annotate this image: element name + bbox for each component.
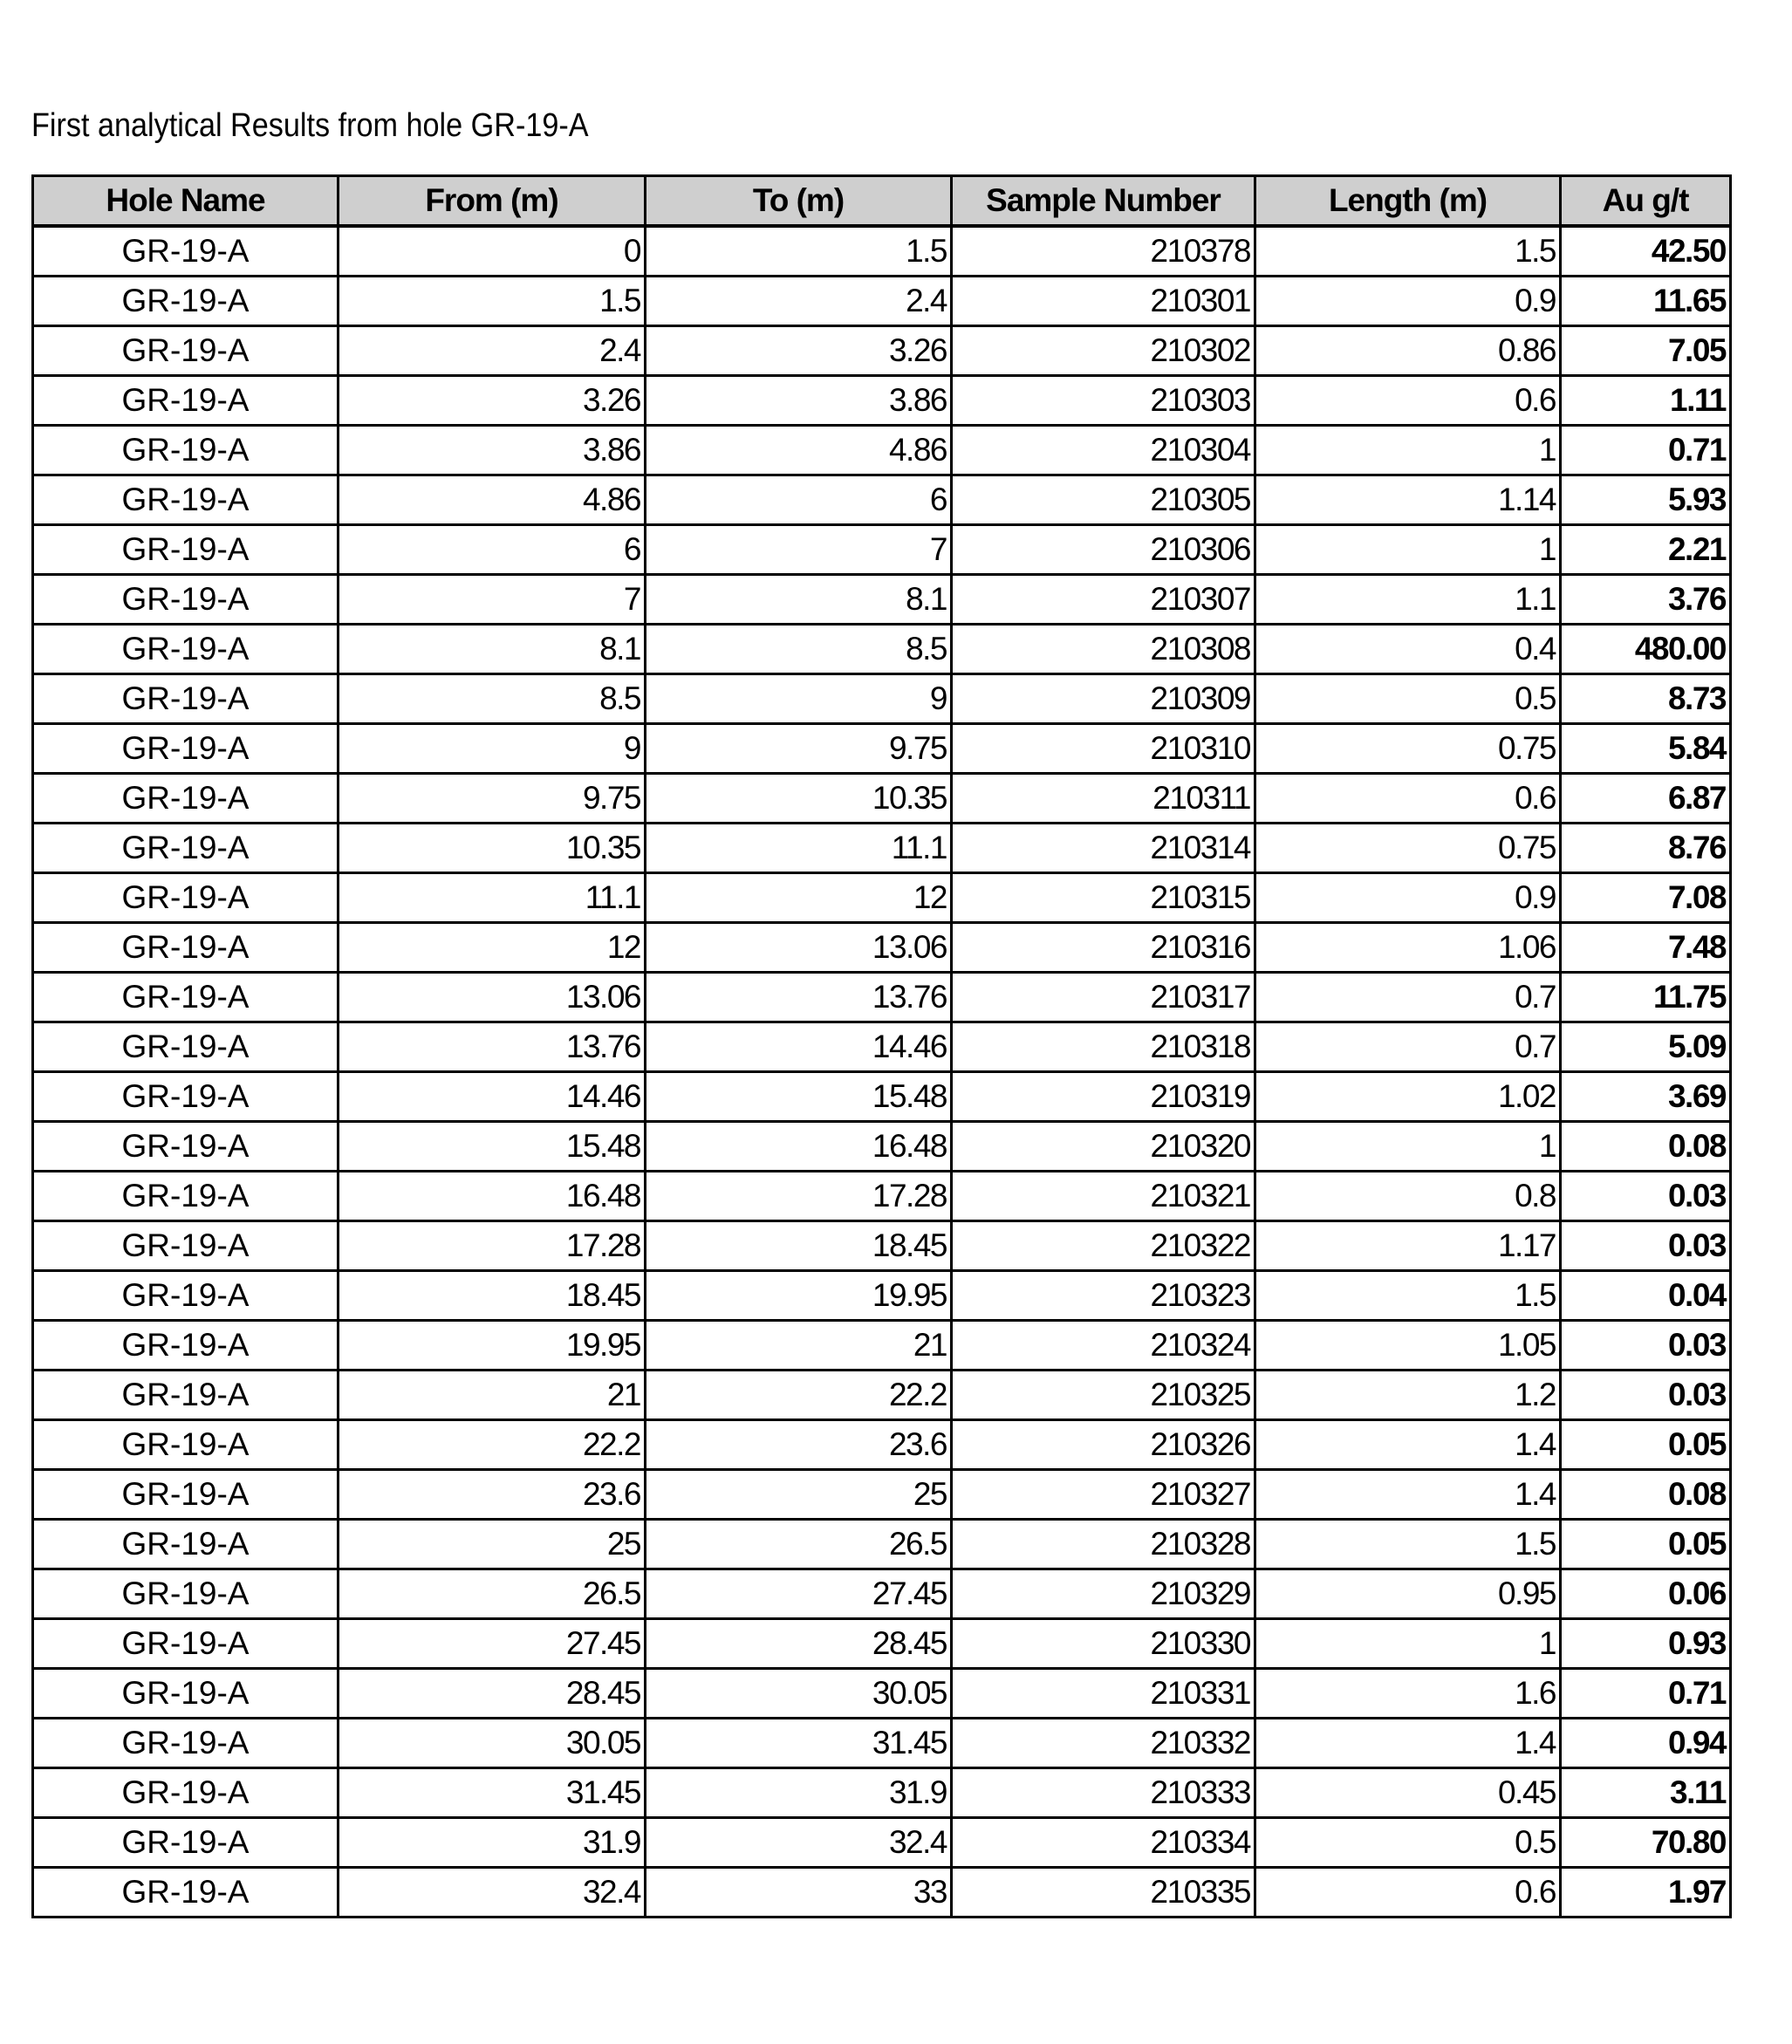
cell-hole-name: GR-19-A [33,1420,339,1470]
cell-hole-name: GR-19-A [33,1072,339,1122]
cell-length: 1.5 [1255,1271,1561,1321]
cell-from: 31.9 [339,1818,646,1868]
table-row [33,1321,1731,1371]
cell-from: 3.86 [339,426,646,475]
cell-from: 8.1 [339,625,646,674]
cell-au-grade: 5.84 [1561,724,1731,774]
cell-from: 26.5 [339,1569,646,1619]
table-row [33,1221,1731,1271]
cell-au-grade: 0.71 [1561,1669,1731,1719]
cell-hole-name: GR-19-A [33,525,339,575]
cell-sample-number: 210325 [952,1371,1255,1420]
cell-au-grade: 3.69 [1561,1072,1731,1122]
cell-to: 7 [646,525,952,575]
cell-length: 0.86 [1255,326,1561,376]
cell-hole-name: GR-19-A [33,426,339,475]
cell-hole-name: GR-19-A [33,674,339,724]
column-header-length: Length (m) [1255,176,1561,227]
cell-length: 1.5 [1255,1520,1561,1569]
cell-sample-number: 210310 [952,724,1255,774]
cell-sample-number: 210328 [952,1520,1255,1569]
cell-to: 30.05 [646,1669,952,1719]
table-row [33,1669,1731,1719]
table-row [33,923,1731,973]
cell-sample-number: 210320 [952,1122,1255,1172]
table-row [33,475,1731,525]
cell-to: 13.06 [646,923,952,973]
cell-to: 22.2 [646,1371,952,1420]
cell-au-grade: 5.93 [1561,475,1731,525]
table-row [33,1569,1731,1619]
table-row [33,426,1731,475]
cell-to: 8.5 [646,625,952,674]
cell-length: 1.14 [1255,475,1561,525]
cell-au-grade: 42.50 [1561,226,1731,277]
column-header-hole-name: Hole Name [33,176,339,227]
cell-length: 0.5 [1255,1818,1561,1868]
cell-au-grade: 0.08 [1561,1122,1731,1172]
cell-from: 0 [339,226,646,277]
cell-sample-number: 210333 [952,1768,1255,1818]
cell-from: 25 [339,1520,646,1569]
cell-hole-name: GR-19-A [33,1818,339,1868]
cell-from: 16.48 [339,1172,646,1221]
cell-hole-name: GR-19-A [33,724,339,774]
cell-from: 7 [339,575,646,625]
cell-length: 1.05 [1255,1321,1561,1371]
cell-length: 1.6 [1255,1669,1561,1719]
cell-to: 26.5 [646,1520,952,1569]
cell-au-grade: 0.05 [1561,1520,1731,1569]
cell-au-grade: 0.08 [1561,1470,1731,1520]
cell-au-grade: 0.06 [1561,1569,1731,1619]
cell-to: 8.1 [646,575,952,625]
cell-from: 13.76 [339,1022,646,1072]
cell-hole-name: GR-19-A [33,873,339,923]
cell-au-grade: 1.11 [1561,376,1731,426]
cell-sample-number: 210322 [952,1221,1255,1271]
cell-from: 32.4 [339,1868,646,1918]
cell-au-grade: 0.71 [1561,426,1731,475]
cell-from: 23.6 [339,1470,646,1520]
cell-length: 0.7 [1255,973,1561,1022]
cell-from: 19.95 [339,1321,646,1371]
cell-sample-number: 210318 [952,1022,1255,1072]
cell-from: 4.86 [339,475,646,525]
cell-length: 1.1 [1255,575,1561,625]
cell-to: 9.75 [646,724,952,774]
cell-hole-name: GR-19-A [33,625,339,674]
cell-to: 15.48 [646,1072,952,1122]
cell-sample-number: 210317 [952,973,1255,1022]
cell-to: 13.76 [646,973,952,1022]
cell-sample-number: 210307 [952,575,1255,625]
cell-hole-name: GR-19-A [33,774,339,824]
cell-to: 23.6 [646,1420,952,1470]
cell-sample-number: 210301 [952,277,1255,326]
cell-to: 17.28 [646,1172,952,1221]
cell-from: 8.5 [339,674,646,724]
cell-to: 32.4 [646,1818,952,1868]
cell-to: 28.45 [646,1619,952,1669]
cell-from: 1.5 [339,277,646,326]
table-row [33,1619,1731,1669]
cell-to: 2.4 [646,277,952,326]
cell-length: 0.45 [1255,1768,1561,1818]
cell-length: 1.2 [1255,1371,1561,1420]
cell-hole-name: GR-19-A [33,1470,339,1520]
table-row [33,1868,1731,1918]
cell-sample-number: 210326 [952,1420,1255,1470]
cell-au-grade: 2.21 [1561,525,1731,575]
table-row [33,1520,1731,1569]
cell-from: 9.75 [339,774,646,824]
cell-sample-number: 210304 [952,426,1255,475]
cell-sample-number: 210335 [952,1868,1255,1918]
table-row [33,376,1731,426]
cell-length: 1.4 [1255,1719,1561,1768]
cell-to: 18.45 [646,1221,952,1271]
cell-length: 1.4 [1255,1420,1561,1470]
cell-length: 0.95 [1255,1569,1561,1619]
cell-to: 10.35 [646,774,952,824]
cell-hole-name: GR-19-A [33,1719,339,1768]
cell-hole-name: GR-19-A [33,226,339,277]
cell-length: 0.8 [1255,1172,1561,1221]
table-row [33,873,1731,923]
table-row [33,1470,1731,1520]
column-header-au-grade: Au g/t [1561,176,1731,227]
cell-au-grade: 0.03 [1561,1321,1731,1371]
cell-au-grade: 0.03 [1561,1221,1731,1271]
cell-au-grade: 0.94 [1561,1719,1731,1768]
cell-to: 16.48 [646,1122,952,1172]
table-row [33,1022,1731,1072]
cell-from: 12 [339,923,646,973]
cell-sample-number: 210306 [952,525,1255,575]
cell-au-grade: 6.87 [1561,774,1731,824]
cell-to: 1.5 [646,226,952,277]
cell-to: 14.46 [646,1022,952,1072]
cell-hole-name: GR-19-A [33,575,339,625]
cell-sample-number: 210308 [952,625,1255,674]
cell-hole-name: GR-19-A [33,1669,339,1719]
table-row [33,1122,1731,1172]
cell-length: 0.7 [1255,1022,1561,1072]
cell-au-grade: 7.05 [1561,326,1731,376]
cell-sample-number: 210302 [952,326,1255,376]
cell-au-grade: 3.76 [1561,575,1731,625]
cell-length: 1.4 [1255,1470,1561,1520]
cell-sample-number: 210315 [952,873,1255,923]
column-header-sample-number: Sample Number [952,176,1255,227]
cell-sample-number: 210305 [952,475,1255,525]
cell-from: 11.1 [339,873,646,923]
cell-au-grade: 0.03 [1561,1371,1731,1420]
cell-au-grade: 1.97 [1561,1868,1731,1918]
cell-au-grade: 5.09 [1561,1022,1731,1072]
table-row [33,1271,1731,1321]
cell-length: 1 [1255,1619,1561,1669]
cell-length: 1.5 [1255,226,1561,277]
cell-au-grade: 11.75 [1561,973,1731,1022]
cell-au-grade: 11.65 [1561,277,1731,326]
cell-from: 6 [339,525,646,575]
cell-to: 12 [646,873,952,923]
cell-sample-number: 210311 [952,774,1255,824]
cell-to: 31.9 [646,1768,952,1818]
table-body [33,226,1731,1918]
cell-hole-name: GR-19-A [33,1122,339,1172]
cell-hole-name: GR-19-A [33,1768,339,1818]
cell-sample-number: 210334 [952,1818,1255,1868]
table-row [33,774,1731,824]
cell-from: 18.45 [339,1271,646,1321]
cell-hole-name: GR-19-A [33,326,339,376]
document-title: First analytical Results from hole GR-19-A [31,107,589,144]
table-row [33,226,1731,277]
cell-sample-number: 210314 [952,824,1255,873]
cell-length: 0.75 [1255,724,1561,774]
cell-from: 15.48 [339,1122,646,1172]
cell-length: 1 [1255,525,1561,575]
cell-sample-number: 210327 [952,1470,1255,1520]
cell-sample-number: 210303 [952,376,1255,426]
cell-au-grade: 8.73 [1561,674,1731,724]
cell-sample-number: 210309 [952,674,1255,724]
column-header-to: To (m) [646,176,952,227]
cell-length: 1.06 [1255,923,1561,973]
cell-from: 21 [339,1371,646,1420]
cell-hole-name: GR-19-A [33,376,339,426]
cell-au-grade: 3.11 [1561,1768,1731,1818]
cell-sample-number: 210321 [952,1172,1255,1221]
cell-from: 10.35 [339,824,646,873]
cell-to: 4.86 [646,426,952,475]
cell-au-grade: 7.08 [1561,873,1731,923]
cell-sample-number: 210324 [952,1321,1255,1371]
cell-length: 0.6 [1255,1868,1561,1918]
table-row [33,1768,1731,1818]
table-row [33,1371,1731,1420]
cell-to: 11.1 [646,824,952,873]
cell-au-grade: 480.00 [1561,625,1731,674]
cell-from: 28.45 [339,1669,646,1719]
cell-from: 31.45 [339,1768,646,1818]
cell-sample-number: 210329 [952,1569,1255,1619]
cell-from: 9 [339,724,646,774]
cell-sample-number: 210378 [952,226,1255,277]
cell-to: 27.45 [646,1569,952,1619]
cell-au-grade: 70.80 [1561,1818,1731,1868]
cell-length: 0.6 [1255,376,1561,426]
cell-sample-number: 210323 [952,1271,1255,1321]
cell-au-grade: 8.76 [1561,824,1731,873]
table-row [33,575,1731,625]
cell-to: 31.45 [646,1719,952,1768]
cell-to: 3.26 [646,326,952,376]
cell-hole-name: GR-19-A [33,1868,339,1918]
cell-au-grade: 0.93 [1561,1619,1731,1669]
cell-au-grade: 7.48 [1561,923,1731,973]
cell-hole-name: GR-19-A [33,923,339,973]
cell-hole-name: GR-19-A [33,1520,339,1569]
cell-to: 9 [646,674,952,724]
table-row [33,277,1731,326]
cell-length: 0.75 [1255,824,1561,873]
cell-from: 22.2 [339,1420,646,1470]
cell-from: 2.4 [339,326,646,376]
cell-from: 30.05 [339,1719,646,1768]
cell-sample-number: 210331 [952,1669,1255,1719]
cell-hole-name: GR-19-A [33,475,339,525]
cell-hole-name: GR-19-A [33,1172,339,1221]
cell-from: 27.45 [339,1619,646,1669]
cell-to: 33 [646,1868,952,1918]
column-header-from: From (m) [339,176,646,227]
table-row [33,973,1731,1022]
cell-from: 17.28 [339,1221,646,1271]
cell-sample-number: 210316 [952,923,1255,973]
cell-length: 1 [1255,1122,1561,1172]
table-row [33,326,1731,376]
cell-from: 14.46 [339,1072,646,1122]
cell-hole-name: GR-19-A [33,824,339,873]
cell-length: 0.6 [1255,774,1561,824]
cell-length: 0.5 [1255,674,1561,724]
table-row [33,1420,1731,1470]
cell-to: 6 [646,475,952,525]
cell-hole-name: GR-19-A [33,1022,339,1072]
table-row [33,674,1731,724]
cell-to: 3.86 [646,376,952,426]
cell-au-grade: 0.05 [1561,1420,1731,1470]
table-row [33,1818,1731,1868]
cell-length: 1 [1255,426,1561,475]
table-row [33,625,1731,674]
cell-length: 0.9 [1255,873,1561,923]
cell-hole-name: GR-19-A [33,1271,339,1321]
table-header-row [33,176,1731,227]
analytical-results-table [31,174,1732,1918]
cell-hole-name: GR-19-A [33,1619,339,1669]
cell-to: 19.95 [646,1271,952,1321]
table-row [33,1719,1731,1768]
cell-hole-name: GR-19-A [33,277,339,326]
cell-length: 1.17 [1255,1221,1561,1271]
cell-length: 0.9 [1255,277,1561,326]
cell-sample-number: 210319 [952,1072,1255,1122]
table-row [33,525,1731,575]
cell-from: 13.06 [339,973,646,1022]
cell-au-grade: 0.04 [1561,1271,1731,1321]
table-row [33,724,1731,774]
cell-length: 1.02 [1255,1072,1561,1122]
cell-hole-name: GR-19-A [33,973,339,1022]
cell-hole-name: GR-19-A [33,1321,339,1371]
cell-hole-name: GR-19-A [33,1569,339,1619]
cell-au-grade: 0.03 [1561,1172,1731,1221]
cell-to: 21 [646,1321,952,1371]
cell-sample-number: 210332 [952,1719,1255,1768]
table-row [33,1072,1731,1122]
table-row [33,1172,1731,1221]
cell-to: 25 [646,1470,952,1520]
cell-hole-name: GR-19-A [33,1221,339,1271]
cell-hole-name: GR-19-A [33,1371,339,1420]
table-row [33,824,1731,873]
cell-from: 3.26 [339,376,646,426]
cell-sample-number: 210330 [952,1619,1255,1669]
cell-length: 0.4 [1255,625,1561,674]
